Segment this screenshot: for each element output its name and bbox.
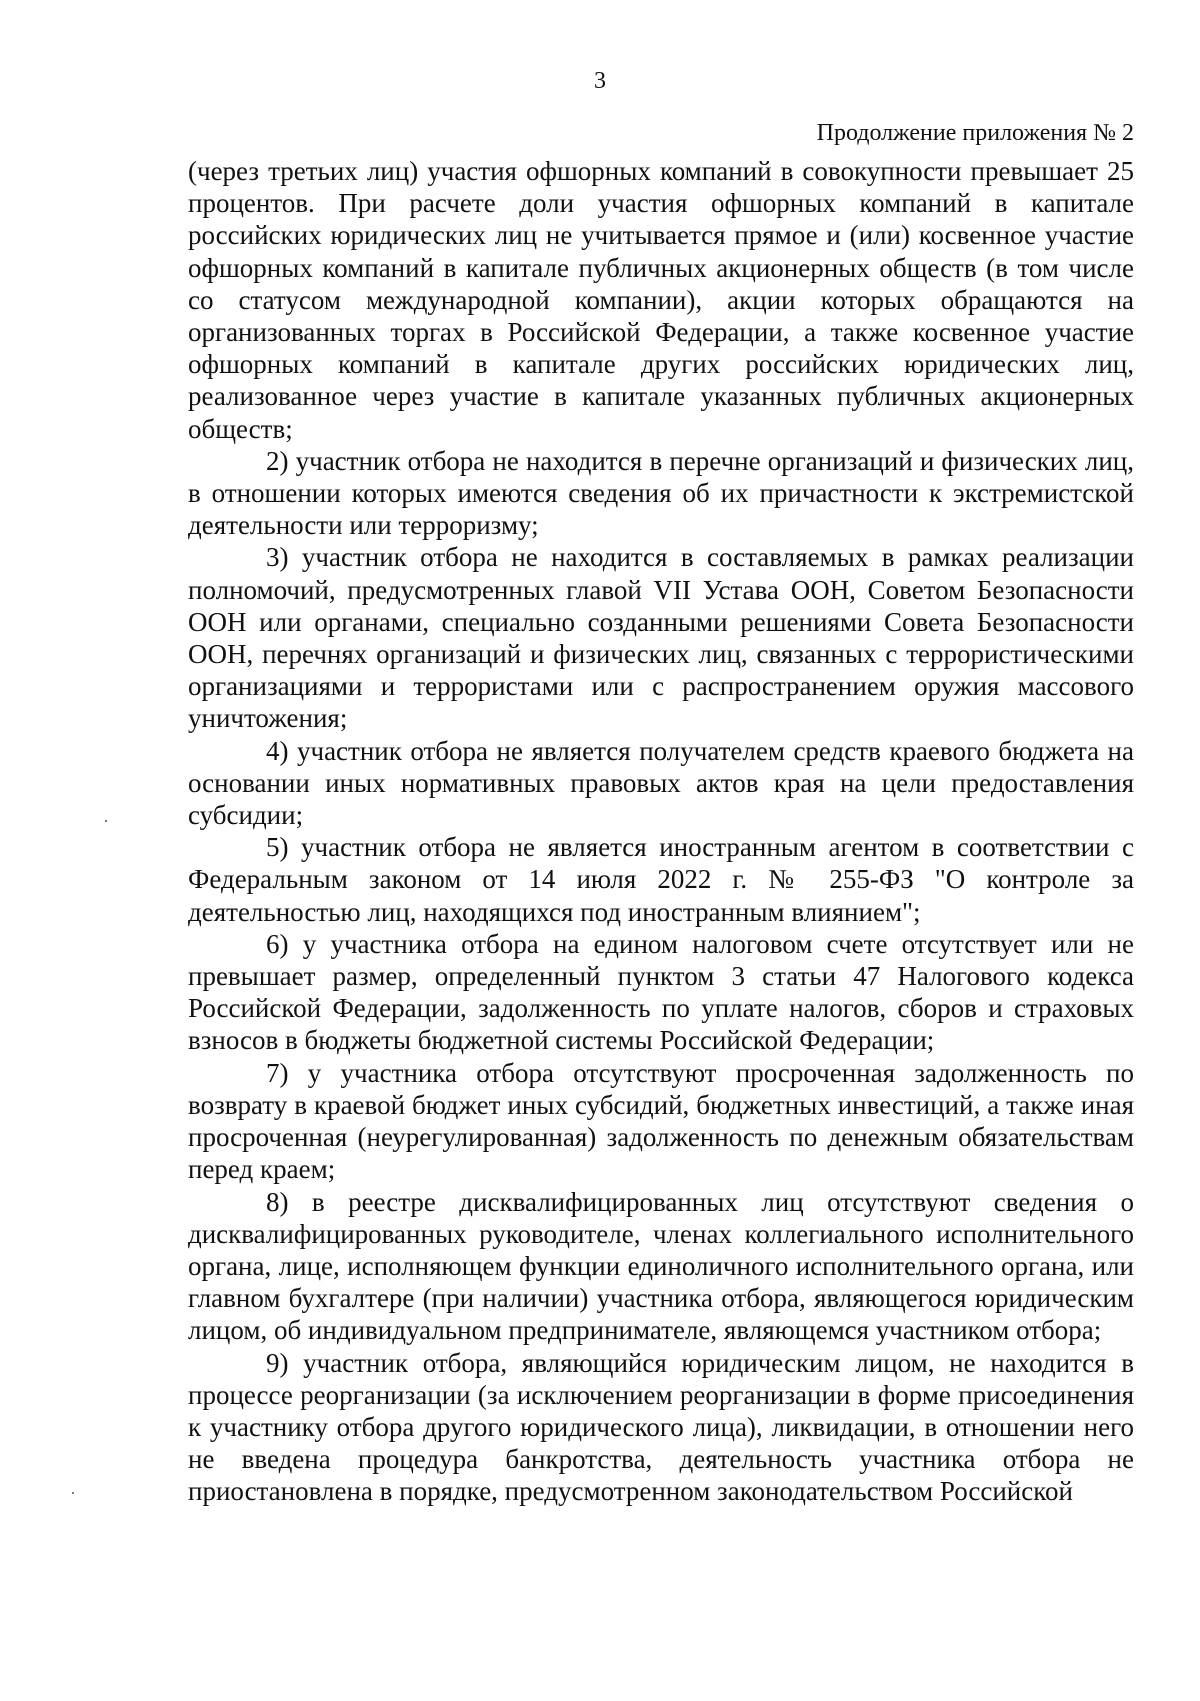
continuation-label: Продолжение приложения № 2 <box>816 120 1134 146</box>
paragraph-item-2: 2) участник отбора не находится в перечне организаций и физических лиц, в отношении которых имеются сведения об их причастности к экстремистской деятельности или терроризму; <box>188 445 1134 541</box>
paragraph-item-9: 9) участник отбора, являющийся юридическим лицом, не находится в процессе реорганизации (за исключением реорганизации в форме присоединения к участнику отбора другого юридического лица), ликвидации, в отношении него не введена процедура банкротства, деятельность участника отбора не приостановлена в порядке, предусмотренном законодательством Российской <box>188 1347 1134 1507</box>
scan-speck-2 <box>72 1492 74 1494</box>
paragraph-offshore-continuation: (через третьих лиц) участия офшорных компаний в совокупности превышает 25 процентов. При расчете доли участия офшорных компаний в капитале российских юридических лиц не учитывается прямое и (или) косвенное участие офшорных компаний в капитале публичных акционерных обществ (в том числе со статусом международной компании), акции которых обращаются на организованных торгах в Российской Федерации, а также косвенное участие офшорных компаний в капитале других российских юридических лиц, реализованное через участие в капитале указанных публичных акционерных обществ; <box>188 156 1134 444</box>
paragraph-item-8: 8) в реестре дисквалифицированных лиц отсутствуют сведения о дисквалифицированных руководителе, членах коллегиального исполнительного органа, лице, исполняющем функции единоличного исполнительного органа, или главном бухгалтере (при наличии) участника отбора, являющегося юридическим лицом, об индивидуальном предпринимателе, являющемся участником отбора; <box>188 1186 1134 1346</box>
scan-speck-1 <box>105 820 107 822</box>
page-number: 3 <box>594 68 606 94</box>
paragraph-item-4: 4) участник отбора не является получателем средств краевого бюджета на основании иных нормативных правовых актов края на цели предоставления субсидии; <box>188 735 1134 831</box>
paragraph-item-6: 6) у участника отбора на едином налоговом счете отсутствует или не превышает размер, определенный пунктом 3 статьи 47 Налогового кодекса Российской Федерации, задолженность по уплате налогов, сборов и страховых взносов в бюджеты бюджетной системы Российской Федерации; <box>188 928 1134 1056</box>
paragraph-item-5: 5) участник отбора не является иностранным агентом в соответствии с Федеральным законом от 14 июля 2022 г. № 255-ФЗ "О контроле за деятельностью лиц, находящихся под иностранным влиянием"; <box>188 832 1134 927</box>
paragraph-item-7: 7) у участника отбора отсутствуют просроченная задолженность по возврату в краевой бюджет иных субсидий, бюджетных инвестиций, а также иная просроченная (неурегулированная) задолженность по денежным обязательствам перед краем; <box>188 1057 1134 1185</box>
paragraph-item-3: 3) участник отбора не находится в составляемых в рамках реализации полномочий, предусмотренных главой VII Устава ООН, Советом Безопасности ООН или органами, специально созданными решениями Совета Безопасности ООН, перечнях организаций и физических лиц, связанных с террористическими организациями и террористами или с распространением оружия массового уничтожения; <box>188 542 1134 734</box>
document-body <box>188 155 1134 1508</box>
